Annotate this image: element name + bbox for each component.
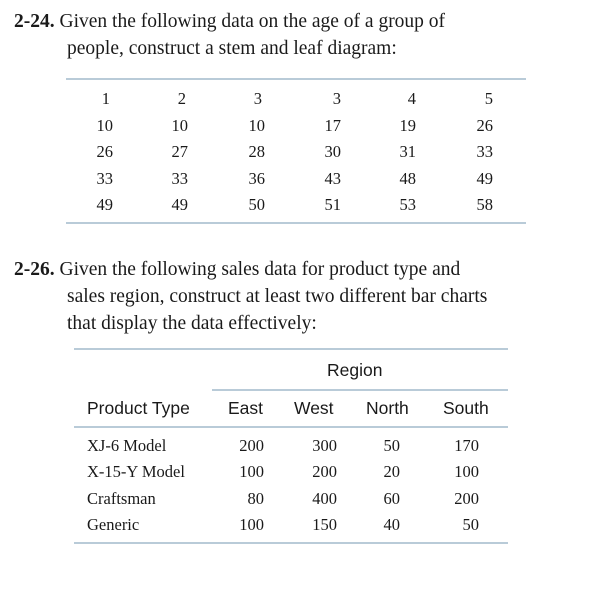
- table-cell: 300: [312, 436, 337, 455]
- table-cell: 5: [484, 89, 493, 108]
- table-cell: 53: [399, 195, 416, 214]
- table-top-rule: [66, 78, 526, 80]
- header-rule: [74, 426, 508, 428]
- table-row: [0, 116, 609, 140]
- table-bottom-rule: [74, 542, 508, 544]
- problem-text-cont: people, construct a stem and leaf diagram:: [67, 38, 397, 59]
- table-cell: 50: [462, 515, 479, 534]
- problem-2-24: [14, 8, 574, 62]
- table-bottom-rule: [66, 222, 526, 224]
- table-cell: 26: [96, 142, 113, 161]
- problem-2-24-line1: [14, 8, 574, 35]
- table-cell: 400: [312, 489, 337, 508]
- header-east: East: [228, 398, 264, 418]
- problem-number: 2-24.: [14, 11, 55, 32]
- table-cell: 170: [454, 436, 479, 455]
- table-cell: 40: [383, 515, 400, 534]
- table-cell: 31: [399, 142, 416, 161]
- table-cell: 49: [476, 169, 493, 188]
- header-product-type: Product Type: [87, 398, 190, 418]
- table-cell: 48: [399, 169, 416, 188]
- problem-text-cont: that display the data effectively:: [67, 313, 317, 334]
- table-cell: 30: [324, 142, 341, 161]
- table-cell: 50: [248, 195, 265, 214]
- table-cell: 33: [476, 142, 493, 161]
- table-cell: 100: [454, 462, 479, 481]
- table-row: [0, 89, 609, 113]
- table-cell: 26: [476, 116, 493, 135]
- problem-number: 2-26.: [14, 259, 55, 280]
- table-cell: 51: [324, 195, 341, 214]
- table-cell: 200: [239, 436, 264, 455]
- table-cell: 50: [383, 436, 400, 455]
- table-cell: 17: [324, 116, 341, 135]
- table-cell: 3: [332, 89, 341, 108]
- table-cell: 80: [247, 489, 264, 508]
- table-cell: 33: [96, 169, 113, 188]
- table-cell: 49: [171, 195, 188, 214]
- table-cell: 10: [96, 116, 113, 135]
- product-name: Generic: [87, 515, 140, 534]
- table-top-rule: [74, 348, 508, 350]
- table-cell: 200: [454, 489, 479, 508]
- table-cell: 49: [96, 195, 113, 214]
- table-row: [0, 142, 609, 166]
- header-south: South: [443, 398, 489, 418]
- table-cell: 36: [248, 169, 265, 188]
- header-north: North: [366, 398, 409, 418]
- table-cell: 60: [383, 489, 400, 508]
- product-name: Craftsman: [87, 489, 156, 508]
- region-heading: Region: [327, 360, 383, 380]
- problem-text: Given the following sales data for product type and: [59, 259, 461, 280]
- table-cell: 33: [171, 169, 188, 188]
- region-rule: [212, 389, 508, 391]
- table-row: [0, 169, 609, 193]
- table-cell: 27: [171, 142, 188, 161]
- table-cell: 100: [239, 462, 264, 481]
- problem-2-26-line1: [14, 256, 574, 283]
- table-cell: 20: [383, 462, 400, 481]
- table-cell: 2: [177, 89, 186, 108]
- table-cell: 4: [407, 89, 416, 108]
- table-cell: 200: [312, 462, 337, 481]
- table-cell: 58: [476, 195, 493, 214]
- table-cell: 100: [239, 515, 264, 534]
- problem-text-cont: sales region, construct at least two different bar charts: [67, 286, 488, 307]
- header-west: West: [294, 398, 334, 418]
- product-name: XJ-6 Model: [87, 436, 167, 455]
- product-name: X-15-Y Model: [87, 462, 185, 481]
- table-cell: 10: [248, 116, 265, 135]
- table-cell: 150: [312, 515, 337, 534]
- problem-text: Given the following data on the age of a group of: [59, 11, 446, 32]
- table-cell: 28: [248, 142, 265, 161]
- table-cell: 19: [399, 116, 416, 135]
- problem-2-26: [14, 256, 574, 337]
- table-cell: 43: [324, 169, 341, 188]
- table-row: [0, 195, 609, 219]
- table-cell: 10: [171, 116, 188, 135]
- table-cell: 1: [101, 89, 110, 108]
- table-cell: 3: [253, 89, 262, 108]
